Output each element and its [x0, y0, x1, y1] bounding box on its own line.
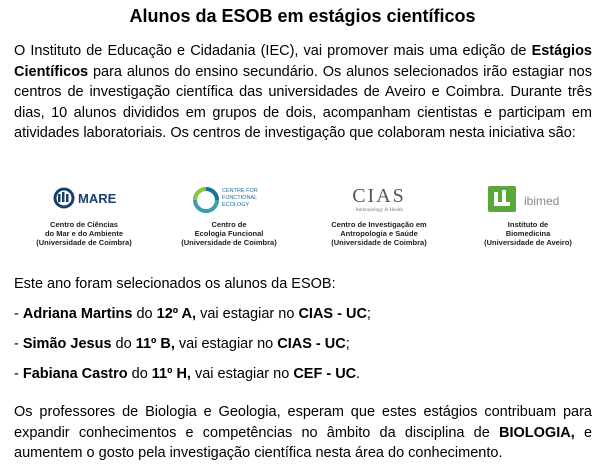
ibimed-caption: Instituto de Biomedicina (Universidade de Aveiro) [484, 220, 572, 247]
cfe-caption: Centro de Ecologia Funcional (Universidade de Coimbra) [181, 220, 277, 247]
list-item: - Adriana Martins do 12º A, vai estagiar no CIAS - UC; [14, 306, 371, 322]
cias-caption: Centro de Investigação em Antropologia e Saúde (Universidade de Coimbra) [331, 220, 427, 247]
outro-bold: BIOLOGIA, [499, 424, 575, 441]
intro-paragraph [14, 41, 592, 144]
student-name: Adriana Martins [22, 306, 133, 322]
intro-bold: Estágios Científicos [14, 43, 592, 80]
cias-submark: Anthropology & Health [355, 208, 403, 213]
list-item: - Simão Jesus do 11º B, vai estagiar no CIAS - UC; [14, 336, 350, 352]
student-center: CIAS - UC [277, 336, 346, 352]
student-center: CEF - UC [293, 366, 357, 382]
intro-text-1: O Instituto de Educação e Cidadania (IEC), vai promover mais uma edição de [14, 43, 532, 59]
ibimed-wordmark: ibimed [524, 194, 560, 208]
svg-text:CENTRE FOR: CENTRE FOR [222, 188, 258, 194]
outro-text-1: Os professores de Biologia e Geologia, esperam que estes estágios contribuam para expandir conhecimentos e competências no âmbito da disciplina de [14, 404, 592, 441]
selected-students [14, 274, 592, 394]
student-grade: 11º B, [135, 336, 175, 352]
partner-logos [14, 180, 592, 260]
mare-caption: Centro de Ciências do Mar e do Ambiente (Universidade de Coimbra) [36, 220, 132, 247]
mare-emblem [14, 180, 154, 216]
svg-text:ECOLOGY: ECOLOGY [222, 202, 250, 208]
cfe-emblem [164, 180, 294, 216]
svg-text:FUNCTIONAL: FUNCTIONAL [222, 195, 258, 201]
selected-intro: Este ano foram selecionados os alunos da ESOB: [14, 276, 336, 292]
mare-logo [14, 180, 154, 260]
outro-text-2: e aumentem o gosto pela investigação científica nesta área do conhecimento. [14, 424, 593, 461]
student-name: Fabiana Castro [22, 366, 128, 382]
intro-text-2: para alunos do ensino secundário. Os alunos selecionados irão estagiar nos centros de investigação científica das universidades de Aveiro e Coimbra. Durante três dias, 10 alunos divididos em grupos de dois, acompanham cientistas e participam em atividades laboratoriais. Os centros de investigação que colaboram nesta iniciativa são: [14, 63, 592, 141]
cias-emblem [309, 180, 449, 216]
cfe-logo [164, 180, 294, 260]
cias-wordmark: CIAS [352, 185, 406, 207]
mare-wordmark: MARE [78, 191, 117, 206]
list-item: - Fabiana Castro do 11º H, vai estagiar no CEF - UC. [14, 366, 361, 382]
student-name: Simão Jesus [22, 336, 112, 352]
student-center: CIAS - UC [298, 306, 367, 322]
student-grade: 12º A, [156, 306, 197, 322]
student-grade: 11º H, [151, 366, 191, 382]
ibimed-emblem [464, 180, 592, 216]
closing-paragraph [14, 402, 592, 464]
cias-logo [309, 180, 449, 260]
ibimed-logo [464, 180, 592, 260]
page-title: Alunos da ESOB em estágios científicos [129, 6, 476, 26]
